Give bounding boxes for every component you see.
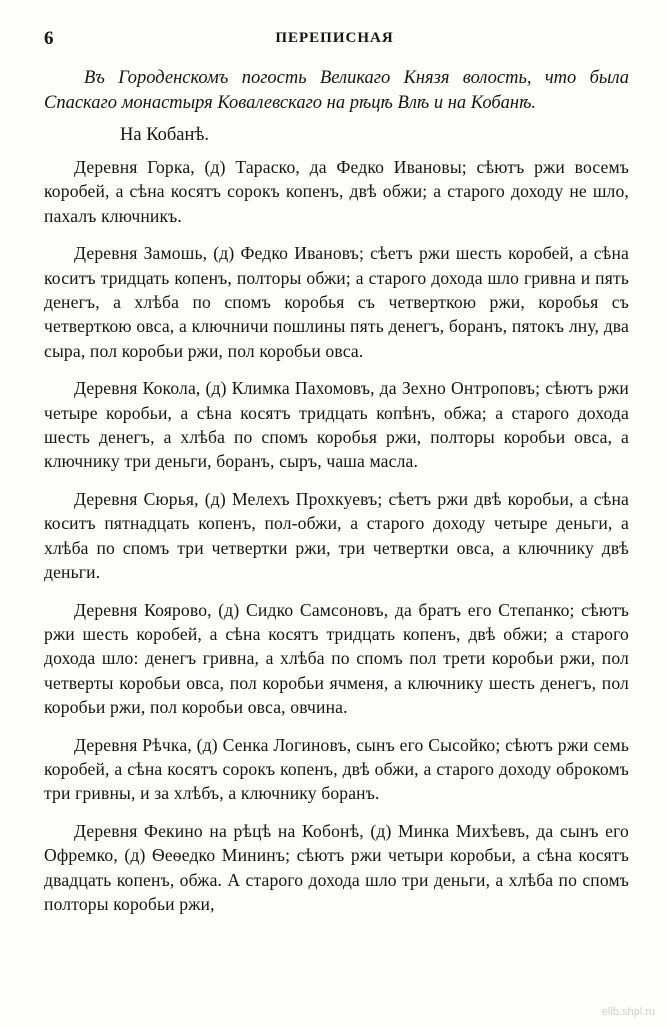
running-title: ПЕРЕПИСНАЯ — [275, 30, 394, 46]
entry-kokola: Деревня Кокола, (д) Климка Пахомовъ, да Зехно Онтроповъ; сѣютъ ржи четыре коробьи, а сѣна косятъ тридцать копѣнъ, обжа; а старого дохода шесть денегъ, а хлѣба по спомъ коробья ржи, полторы коробьи овса, а ключнику три деньги, боранъ, сыръ, чаша масла. — [44, 378, 629, 472]
entry-zamosh: Деревня Замошь, (д) Федко Ивановъ; сѣетъ ржи шесть коробей, а сѣна коситъ тридцать копенъ, полторы обжи; а старого дохода шло гривна и пять денегъ, а хлѣба по спомъ коробья съ четверткою ржи, коробья съ четверткою овса, а ключничи пошлины пять денегъ, боранъ, пятокъ лну, два сыра, пол коробьи ржи, пол коробьи овса. — [44, 243, 629, 361]
section-subheading: На Кобанѣ. — [120, 125, 210, 145]
entry-rechka: Деревня Рѣчка, (д) Сенка Логиновъ, сынъ его Сысойко; сѣютъ ржи семь коробей, а сѣна косятъ сорокъ копенъ, двѣ обжи, а старого доходу оброкомъ три гривны, и за хлѣбъ, а ключнику боранъ. — [44, 734, 629, 804]
page-number: 6 — [44, 28, 54, 49]
section-heading: Въ Городенскомъ погость Великаго Князя волость, что была Спаскаго монастыря Ковалевскаго на рѣцѣ Влѣ и на Кобанѣ. — [44, 68, 629, 113]
watermark: elib.shpl.ru — [601, 1006, 655, 1018]
entry-syurya: Деревня Сюрья, (д) Мелехъ Прохкуевъ; сѣетъ ржи двѣ коробьи, а сѣна коситъ пятнадцать копенъ, пол-обжи, а старого доходу четыре деньги, а хлѣба по спомъ три четвертки ржи, три четвертки овса, а ключнику двѣ деньги. — [44, 488, 629, 583]
entry-fekino: Деревня Фекино на рѣцѣ на Кобонѣ, (д) Минка Михѣевъ, да сынъ его Офремко, (д) Ѳеѳедко Мининъ; сѣютъ ржи четыри коробьи, а сѣна косятъ двадцать копенъ, обжа. А старого дохода шло три деньги, а хлѣба по спомъ полторы коробьи ржи, — [44, 820, 629, 914]
entry-gorka: Деревня Горка, (д) Тараско, да Федко Ивановы; сѣютъ ржи восемъ коробей, а сѣна косятъ сорокъ копенъ, двѣ обжи; а старого доходу не шло, пахалъ ключникъ. — [44, 157, 629, 226]
entry-koyarovo: Деревня Коярово, (д) Сидко Самсоновъ, да братъ его Степанко; сѣютъ ржи шесть коробей, а сѣна косятъ тридцать копенъ, двѣ обжи; а старого дохода шло: денегъ гривна, а хлѣба по спомъ пол трети коробьи ржи, пол четверты коробьи овса, пол коробьи ячменя, а ключнику шесть денегъ, пол коробьи ржи, пол коробьи овса, овчина. — [44, 599, 629, 718]
body-text — [44, 155, 629, 929]
